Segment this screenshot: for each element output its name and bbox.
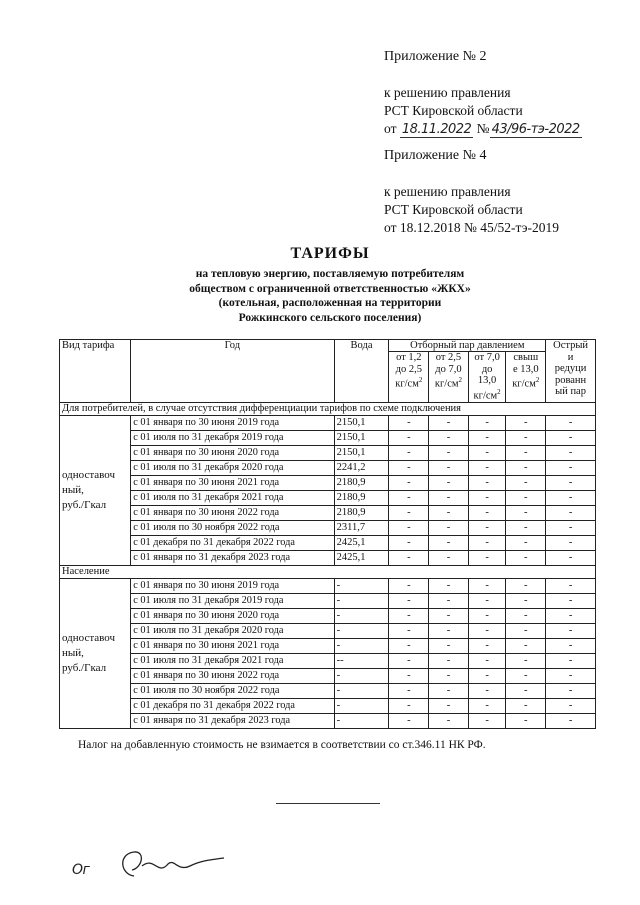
- document-title: ТАРИФЫ: [290, 245, 370, 262]
- period-cell: с 01 января по 31 декабря 2023 года: [131, 550, 334, 565]
- title-line: обществом с ограниченной ответственностью «ЖКХ»: [189, 282, 471, 295]
- appendix-4-line2: РСТ Кировской области: [384, 202, 523, 217]
- appendix-2-date-prefix: от: [384, 121, 397, 136]
- table-row: [60, 445, 596, 460]
- empty-tariff-cell: -: [429, 653, 469, 668]
- empty-tariff-cell: -: [468, 638, 506, 653]
- empty-tariff-cell: -: [429, 578, 469, 593]
- header-sharp-line: рованн: [554, 374, 587, 386]
- vat-note: Налог на добавленную стоимость не взимается в соответствии со ст.346.11 НК РФ.: [78, 739, 486, 751]
- header-steam: Отборный пар давлением: [389, 340, 546, 352]
- water-tariff-cell: -: [334, 578, 389, 593]
- title-line: на тепловую энергию, поставляемую потребителям: [195, 268, 465, 280]
- unit-sup: 2: [418, 376, 423, 384]
- appendix-4-line3: от 18.12.2018 № 45/52-тэ-2019: [384, 220, 559, 235]
- header-steam-over-13: [506, 352, 546, 403]
- tariff-kind-cell: [60, 415, 131, 565]
- empty-tariff-cell: -: [546, 550, 596, 565]
- table-row: [60, 505, 596, 520]
- empty-tariff-cell: -: [389, 608, 429, 623]
- water-tariff-cell: -: [334, 593, 389, 608]
- tariff-kind-line: руб./Гкал: [62, 661, 107, 674]
- section-row: [60, 402, 596, 415]
- period-cell: с 01 января по 30 июня 2020 года: [131, 445, 334, 460]
- header-steam-line: от 2,5: [435, 352, 462, 363]
- empty-tariff-cell: -: [429, 668, 469, 683]
- empty-tariff-cell: -: [506, 623, 546, 638]
- tariff-kind-line: ный,: [62, 483, 84, 496]
- water-tariff-cell: 2180,9: [334, 505, 389, 520]
- period-cell: с 01 июля по 31 декабря 2021 года: [131, 490, 334, 505]
- empty-tariff-cell: -: [389, 550, 429, 565]
- header-steam-unit: [431, 375, 466, 390]
- empty-tariff-cell: -: [429, 593, 469, 608]
- header-steam-2-5-7: [429, 352, 469, 403]
- unit-sup: 2: [535, 376, 540, 384]
- header-steam-line: 13,0: [477, 375, 497, 386]
- table-row: [60, 653, 596, 668]
- header-steam-line: от 1,2: [396, 352, 422, 363]
- empty-tariff-cell: -: [468, 430, 506, 445]
- empty-tariff-cell: -: [468, 593, 506, 608]
- table-row: [60, 430, 596, 445]
- table-row: [60, 460, 596, 475]
- empty-tariff-cell: -: [506, 505, 546, 520]
- header-steam-line: до: [481, 363, 493, 375]
- appendix-4-title: Приложение № 4: [384, 148, 487, 163]
- empty-tariff-cell: -: [389, 415, 429, 430]
- empty-tariff-cell: -: [468, 505, 506, 520]
- empty-tariff-cell: -: [389, 578, 429, 593]
- period-cell: с 01 июля по 31 декабря 2020 года: [131, 460, 334, 475]
- empty-tariff-cell: -: [468, 683, 506, 698]
- header-tariff-kind: Вид тарифа: [60, 340, 131, 403]
- empty-tariff-cell: -: [429, 415, 469, 430]
- empty-tariff-cell: -: [468, 578, 506, 593]
- empty-tariff-cell: -: [506, 535, 546, 550]
- empty-tariff-cell: -: [468, 520, 506, 535]
- water-tariff-cell: 2241,2: [334, 460, 389, 475]
- period-cell: с 01 января по 30 июня 2019 года: [131, 578, 334, 593]
- period-cell: с 01 января по 30 июня 2022 года: [131, 505, 334, 520]
- empty-tariff-cell: -: [546, 520, 596, 535]
- empty-tariff-cell: -: [506, 520, 546, 535]
- empty-tariff-cell: -: [546, 460, 596, 475]
- unit-sup: 2: [497, 387, 501, 396]
- table-row: [60, 683, 596, 698]
- table-row: [60, 475, 596, 490]
- table-row: [60, 638, 596, 653]
- empty-tariff-cell: -: [429, 698, 469, 713]
- empty-tariff-cell: -: [468, 415, 506, 430]
- handwritten-date: 18.11.2022: [401, 122, 472, 137]
- empty-tariff-cell: -: [506, 698, 546, 713]
- period-cell: с 01 июля по 31 декабря 2020 года: [131, 623, 334, 638]
- empty-tariff-cell: -: [468, 445, 506, 460]
- empty-tariff-cell: -: [506, 550, 546, 565]
- title-line: (котельная, расположенная на территории: [218, 297, 442, 309]
- empty-tariff-cell: -: [389, 505, 429, 520]
- empty-tariff-cell: -: [468, 668, 506, 683]
- empty-tariff-cell: -: [429, 550, 469, 565]
- water-tariff-cell: -: [334, 698, 389, 713]
- empty-tariff-cell: -: [389, 490, 429, 505]
- tariff-kind-line: руб./Гкал: [62, 498, 107, 511]
- empty-tariff-cell: -: [389, 460, 429, 475]
- tariff-kind-line: ный,: [62, 646, 84, 659]
- empty-tariff-cell: -: [546, 535, 596, 550]
- empty-tariff-cell: -: [468, 460, 506, 475]
- section-title: Население: [60, 565, 596, 578]
- empty-tariff-cell: -: [546, 683, 596, 698]
- header-steam-line: до 2,5: [395, 363, 422, 375]
- empty-tariff-cell: -: [546, 415, 596, 430]
- appendix-2-date-line: [384, 120, 582, 139]
- water-tariff-cell: -: [334, 668, 389, 683]
- period-cell: с 01 декабря по 31 декабря 2022 года: [131, 698, 334, 713]
- empty-tariff-cell: -: [506, 668, 546, 683]
- empty-tariff-cell: -: [429, 430, 469, 445]
- header-sharp-line: редуци: [554, 363, 587, 374]
- unit-text: кг/см: [473, 390, 498, 401]
- water-tariff-cell: -: [334, 713, 389, 728]
- signature-initials: Ог: [72, 862, 90, 878]
- water-tariff-cell: 2425,1: [334, 535, 389, 550]
- empty-tariff-cell: -: [468, 608, 506, 623]
- table-row: [60, 550, 596, 565]
- empty-tariff-cell: -: [546, 713, 596, 728]
- water-tariff-cell: 2311,7: [334, 520, 389, 535]
- empty-tariff-cell: -: [506, 430, 546, 445]
- header-steam-unit: [508, 375, 543, 390]
- period-cell: с 01 июля по 30 ноября 2022 года: [131, 683, 334, 698]
- period-cell: с 01 января по 30 июня 2021 года: [131, 475, 334, 490]
- table-row: [60, 415, 596, 430]
- period-cell: с 01 января по 30 июня 2019 года: [131, 415, 334, 430]
- empty-tariff-cell: -: [429, 520, 469, 535]
- period-cell: с 01 июля по 31 декабря 2021 года: [131, 653, 334, 668]
- empty-tariff-cell: -: [389, 638, 429, 653]
- empty-tariff-cell: -: [389, 475, 429, 490]
- water-tariff-cell: -: [334, 623, 389, 638]
- empty-tariff-cell: -: [506, 713, 546, 728]
- water-tariff-cell: 2180,9: [334, 475, 389, 490]
- empty-tariff-cell: -: [429, 683, 469, 698]
- period-cell: с 01 января по 30 июня 2021 года: [131, 638, 334, 653]
- table-row: [60, 713, 596, 728]
- header-steam-line: е 13,0: [512, 363, 539, 375]
- empty-tariff-cell: -: [389, 623, 429, 638]
- table-row: [60, 520, 596, 535]
- water-tariff-cell: 2150,1: [334, 430, 389, 445]
- table-row: [60, 668, 596, 683]
- empty-tariff-cell: -: [389, 668, 429, 683]
- appendix-4-block: [384, 147, 559, 237]
- title-line: Рожкинского сельского поселения): [238, 311, 422, 324]
- appendix-2-title: Приложение № 2: [384, 49, 487, 64]
- empty-tariff-cell: -: [429, 713, 469, 728]
- appendix-2-number-sign: №: [476, 121, 490, 136]
- empty-tariff-cell: -: [429, 490, 469, 505]
- empty-tariff-cell: -: [389, 653, 429, 668]
- empty-tariff-cell: -: [389, 520, 429, 535]
- empty-tariff-cell: -: [506, 593, 546, 608]
- empty-tariff-cell: -: [389, 683, 429, 698]
- empty-tariff-cell: -: [506, 638, 546, 653]
- empty-tariff-cell: -: [389, 593, 429, 608]
- unit-text: кг/см: [395, 378, 419, 390]
- table-row: [60, 490, 596, 505]
- empty-tariff-cell: -: [546, 698, 596, 713]
- empty-tariff-cell: -: [506, 415, 546, 430]
- header-sharp-steam: [546, 340, 596, 403]
- document-title-block: [120, 245, 540, 325]
- appendix-2-line2: РСТ Кировской области: [384, 103, 523, 118]
- table-row: [60, 593, 596, 608]
- water-tariff-cell: -: [334, 638, 389, 653]
- unit-text: кг/см: [434, 378, 459, 390]
- header-water: Вода: [334, 340, 389, 403]
- unit-text: кг/см: [512, 378, 536, 390]
- empty-tariff-cell: -: [468, 653, 506, 668]
- empty-tariff-cell: -: [546, 490, 596, 505]
- water-tariff-cell: 2150,1: [334, 415, 389, 430]
- empty-tariff-cell: -: [468, 550, 506, 565]
- empty-tariff-cell: -: [546, 430, 596, 445]
- period-cell: с 01 июля по 31 декабря 2019 года: [131, 593, 334, 608]
- empty-tariff-cell: -: [546, 608, 596, 623]
- unit-sup: 2: [458, 376, 463, 384]
- empty-tariff-cell: -: [546, 638, 596, 653]
- empty-tariff-cell: -: [429, 475, 469, 490]
- empty-tariff-cell: -: [506, 578, 546, 593]
- empty-tariff-cell: -: [389, 445, 429, 460]
- divider-line: [276, 803, 380, 804]
- section-title: Для потребителей, в случае отсутствия дифференциации тарифов по схеме подключения: [60, 402, 596, 415]
- header-sharp-line: ый пар: [555, 386, 586, 397]
- header-steam-line: от 7,0: [474, 352, 500, 363]
- empty-tariff-cell: -: [468, 475, 506, 490]
- period-cell: с 01 января по 30 июня 2022 года: [131, 668, 334, 683]
- empty-tariff-cell: -: [429, 623, 469, 638]
- water-tariff-cell: 2150,1: [334, 445, 389, 460]
- water-tariff-cell: -: [334, 608, 389, 623]
- empty-tariff-cell: -: [468, 698, 506, 713]
- empty-tariff-cell: -: [546, 475, 596, 490]
- tariff-kind-line: одноставоч: [62, 631, 116, 644]
- header-period: Год: [131, 340, 334, 403]
- empty-tariff-cell: -: [429, 608, 469, 623]
- empty-tariff-cell: -: [546, 668, 596, 683]
- water-tariff-cell: 2180,9: [334, 490, 389, 505]
- empty-tariff-cell: -: [506, 475, 546, 490]
- empty-tariff-cell: -: [506, 445, 546, 460]
- empty-tariff-cell: -: [468, 490, 506, 505]
- empty-tariff-cell: -: [429, 445, 469, 460]
- water-tariff-cell: -: [334, 683, 389, 698]
- empty-tariff-cell: -: [506, 490, 546, 505]
- empty-tariff-cell: -: [546, 578, 596, 593]
- empty-tariff-cell: -: [468, 535, 506, 550]
- empty-tariff-cell: -: [506, 683, 546, 698]
- appendix-4-line1: к решению правления: [384, 184, 511, 199]
- empty-tariff-cell: -: [429, 505, 469, 520]
- empty-tariff-cell: -: [468, 623, 506, 638]
- header-steam-unit: [471, 387, 504, 402]
- tariff-table-body: [60, 402, 596, 728]
- table-row: [60, 698, 596, 713]
- period-cell: с 01 января по 30 июня 2020 года: [131, 608, 334, 623]
- period-cell: с 01 июля по 31 декабря 2019 года: [131, 430, 334, 445]
- table-row: [60, 578, 596, 593]
- table-row: [60, 623, 596, 638]
- table-row: [60, 535, 596, 550]
- empty-tariff-cell: -: [389, 713, 429, 728]
- empty-tariff-cell: -: [546, 445, 596, 460]
- period-cell: с 01 декабря по 31 декабря 2022 года: [131, 535, 334, 550]
- appendix-2-line1: к решению правления: [384, 85, 511, 100]
- appendix-2-block: [384, 48, 582, 139]
- period-cell: с 01 июля по 30 ноября 2022 года: [131, 520, 334, 535]
- empty-tariff-cell: -: [389, 535, 429, 550]
- header-steam-7-13: [468, 352, 506, 403]
- header-sharp-line: и: [567, 351, 574, 363]
- header-steam-unit: [391, 375, 426, 390]
- handwritten-signature-icon: [112, 846, 232, 886]
- empty-tariff-cell: -: [546, 593, 596, 608]
- empty-tariff-cell: -: [429, 638, 469, 653]
- empty-tariff-cell: -: [546, 623, 596, 638]
- empty-tariff-cell: -: [546, 505, 596, 520]
- header-steam-1-2-5: [389, 352, 429, 403]
- tariff-table: [59, 339, 596, 729]
- header-steam-line: до 7,0: [435, 363, 462, 375]
- empty-tariff-cell: -: [506, 653, 546, 668]
- section-row: [60, 565, 596, 578]
- header-steam-line: свыш: [513, 352, 539, 363]
- empty-tariff-cell: -: [506, 608, 546, 623]
- empty-tariff-cell: -: [389, 430, 429, 445]
- empty-tariff-cell: -: [506, 460, 546, 475]
- water-tariff-cell: 2425,1: [334, 550, 389, 565]
- empty-tariff-cell: -: [429, 535, 469, 550]
- tariff-kind-cell: [60, 578, 131, 728]
- table-row: [60, 608, 596, 623]
- header-sharp-line: Острый: [553, 340, 588, 351]
- period-cell: с 01 января по 31 декабря 2023 года: [131, 713, 334, 728]
- empty-tariff-cell: -: [389, 698, 429, 713]
- water-tariff-cell: --: [334, 653, 389, 668]
- empty-tariff-cell: -: [429, 460, 469, 475]
- handwritten-number: 43/96-тэ-2022: [491, 122, 580, 137]
- tariff-kind-line: одноставоч: [62, 468, 116, 481]
- empty-tariff-cell: -: [546, 653, 596, 668]
- empty-tariff-cell: -: [468, 713, 506, 728]
